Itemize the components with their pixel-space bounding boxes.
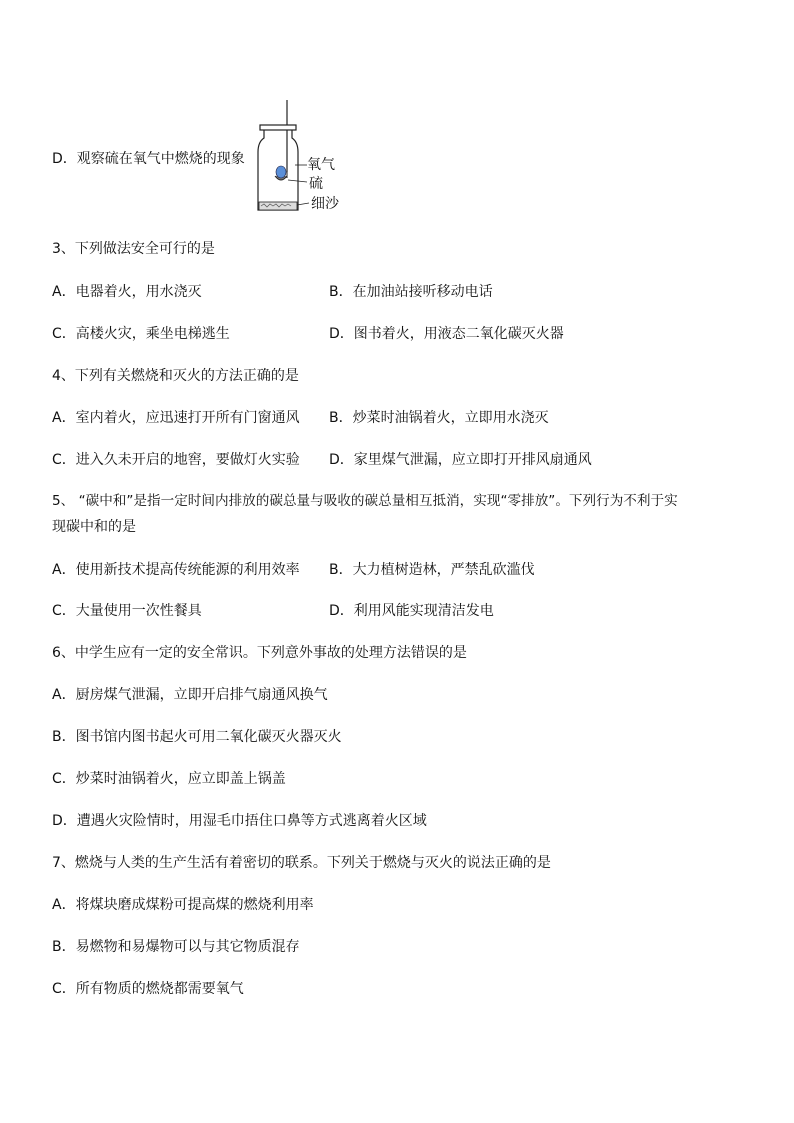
sulfur-combustion-figure bbox=[255, 100, 345, 218]
q5-option-d: D．利用风能实现清洁发电 bbox=[329, 603, 494, 619]
q5-stem-line1: 5、 “碳中和”是指一定时间内排放的碳总量与吸收的碳总量相互抵消，实现“零排放”。下列行为不利于实 bbox=[52, 493, 678, 509]
q3-stem: 3、下列做法安全可行的是 bbox=[52, 241, 215, 257]
q5-option-b: B．大力植树造林，严禁乱砍滥伐 bbox=[329, 562, 535, 578]
q6-option-c: C．炒菜时油锅着火，应立即盖上锅盖 bbox=[52, 771, 286, 787]
q6-stem: 6、中学生应有一定的安全常识。下列意外事故的处理方法错误的是 bbox=[52, 645, 467, 661]
q4-option-c: C．进入久未开启的地窖，要做灯火实验 bbox=[52, 452, 300, 468]
q4-stem: 4、下列有关燃烧和灭火的方法正确的是 bbox=[52, 368, 299, 384]
label-sulfur: 硫 bbox=[309, 176, 323, 192]
q6-option-d: D．遭遇火灾险情时，用湿毛巾捂住口鼻等方式逃离着火区域 bbox=[52, 813, 427, 829]
option-d-previous: D．观察硫在氧气中燃烧的现象 bbox=[52, 151, 245, 167]
q7-option-a: A．将煤块磨成煤粉可提高煤的燃烧利用率 bbox=[52, 897, 314, 913]
q4-option-b: B．炒菜时油锅着火，立即用水浇灭 bbox=[329, 410, 549, 426]
q5-option-c: C．大量使用一次性餐具 bbox=[52, 603, 202, 619]
label-sand: 细沙 bbox=[311, 196, 339, 212]
label-oxygen: 氧气 bbox=[307, 157, 335, 173]
q5-stem-line2: 现碳中和的是 bbox=[52, 519, 136, 535]
q7-option-c: C．所有物质的燃烧都需要氧气 bbox=[52, 981, 244, 997]
q3-option-b: B．在加油站接听移动电话 bbox=[329, 284, 493, 300]
q3-option-a: A．电器着火，用水浇灭 bbox=[52, 284, 202, 300]
q6-option-b: B．图书馆内图书起火可用二氧化碳灭火器灭火 bbox=[52, 729, 342, 745]
q4-option-d: D．家里煤气泄漏，应立即打开排风扇通风 bbox=[329, 452, 592, 468]
q3-option-c: C．高楼火灾，乘坐电梯逃生 bbox=[52, 326, 230, 342]
q3-option-d: D．图书着火，用液态二氧化碳灭火器 bbox=[329, 326, 564, 342]
q6-option-a: A．厨房煤气泄漏，立即开启排气扇通风换气 bbox=[52, 687, 328, 703]
q4-option-a: A．室内着火，应迅速打开所有门窗通风 bbox=[52, 410, 300, 426]
q7-stem: 7、燃烧与人类的生产生活有着密切的联系。下列关于燃烧与灭火的说法正确的是 bbox=[52, 855, 551, 871]
q7-option-b: B．易燃物和易爆物可以与其它物质混存 bbox=[52, 939, 300, 955]
q5-option-a: A．使用新技术提高传统能源的利用效率 bbox=[52, 562, 300, 578]
